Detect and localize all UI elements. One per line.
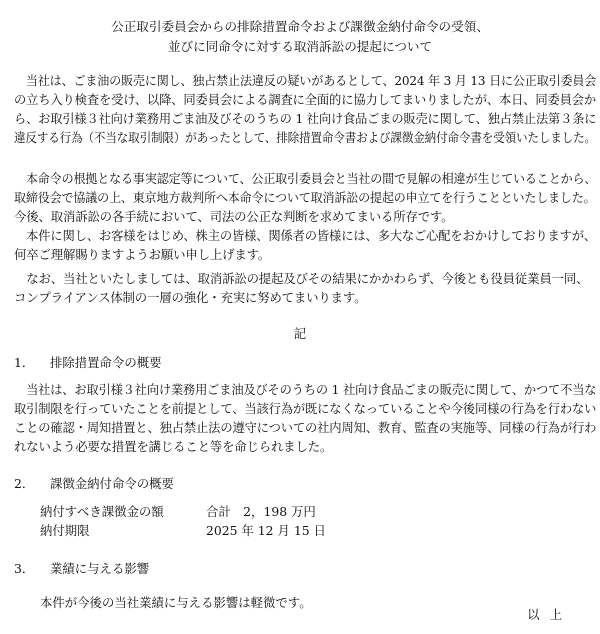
section-3-heading <box>14 559 149 577</box>
para2-line: 本件に関し、お客様をはじめ、株主の皆様、関係者の皆様には、多大なご心配をおかけしておりますが、 <box>14 228 597 243</box>
section-3-title: 業績に与える影響 <box>50 561 150 576</box>
para3-line: なお、当社といたしましては、取消訴訟の提起及びその結果にかかわらず、今後とも役員従業員一同、 <box>14 271 589 286</box>
para2-line: 本命令の根拠となる事実認定等について、公正取引委員会と当社の間で見解の相違が生じていることから、 <box>14 171 597 186</box>
para2-line: 今後、取消訴訟の各手続において、司法の公正な判断を求めてまいる所存です。 <box>14 209 454 224</box>
intro-line: の立ち入り検査を受け、以降、同委員会による調査に全面的に協力してまいりましたが、本日、同委員会か <box>14 92 597 107</box>
section-1-number: 1． <box>14 355 35 370</box>
title-line-2: 並びに同命令に対する取消訴訟の提起について <box>167 39 433 54</box>
intro-line: 違反する行為（不当な取引制限）があったとして、排除措置命令書および課徴金納付命令書を受領いたしました。 <box>14 130 596 145</box>
payment-deadline-label: 納付期限 <box>40 523 90 538</box>
section-2-title: 課徴金納付命令の概要 <box>50 476 174 491</box>
section-1-line: ことの確認・周知措置と、独占禁止法の遵守についての社内周知、教育、監査の実施等、同様の行為が行わ <box>14 420 597 435</box>
para2-line: 取締役会で協議の上、東京地方裁判所へ本命令について取消訴訟の提起の申立てを行うことといたしました。 <box>14 190 596 205</box>
payment-deadline-value: 2025 年 12 月 15 日 <box>206 523 326 538</box>
para3-line: コンプライアンス体制の一層の強化・充実に努めてまいります。 <box>14 290 367 305</box>
section-1-heading <box>14 353 162 371</box>
section-3-body: 本件が今後の当社業績に与える影響は軽微です。 <box>40 595 312 610</box>
title-line-1: 公正取引委員会からの排除措置命令および課徴金納付命令の受領、 <box>111 19 489 34</box>
section-2-number: 2． <box>14 476 35 491</box>
intro-line: 当社は、ごま油の販売に関し、独占禁止法違反の疑いがあるとして、2024 年 3 月 13 日に公正取引委員会 <box>14 73 597 88</box>
intro-line: ら、お取引様３社向け業務用ごま油及びそのうちの 1 社向け食品ごまの販売に関して、独占禁止法第３条に <box>14 111 597 126</box>
ki-mark: 記 <box>293 326 307 341</box>
para2-line: 何卒ご理解賜りますようお願い申し上げます。 <box>14 247 271 262</box>
surcharge-amount-label: 納付すべき課徴金の額 <box>40 504 164 519</box>
section-1-title: 排除措置命令の概要 <box>50 355 162 370</box>
section-2-heading <box>14 474 174 492</box>
section-1-line: 当社は、お取引様３社向け業務用ごま油及びそのうちの 1 社向け食品ごまの販売に関して、かつて不当な <box>14 382 597 397</box>
section-1-line: れないよう必要な措置を講じること等を命じられました。 <box>14 439 333 454</box>
section-1-line: 取引制限を行っていたことを前提として、当該行為が既になくなっていることや今後同様の行為を行わない <box>14 401 597 416</box>
closing-mark: 以上 <box>527 607 572 622</box>
section-3-number: 3． <box>14 561 35 576</box>
surcharge-amount-value: 合計 2，198 万円 <box>206 504 316 519</box>
